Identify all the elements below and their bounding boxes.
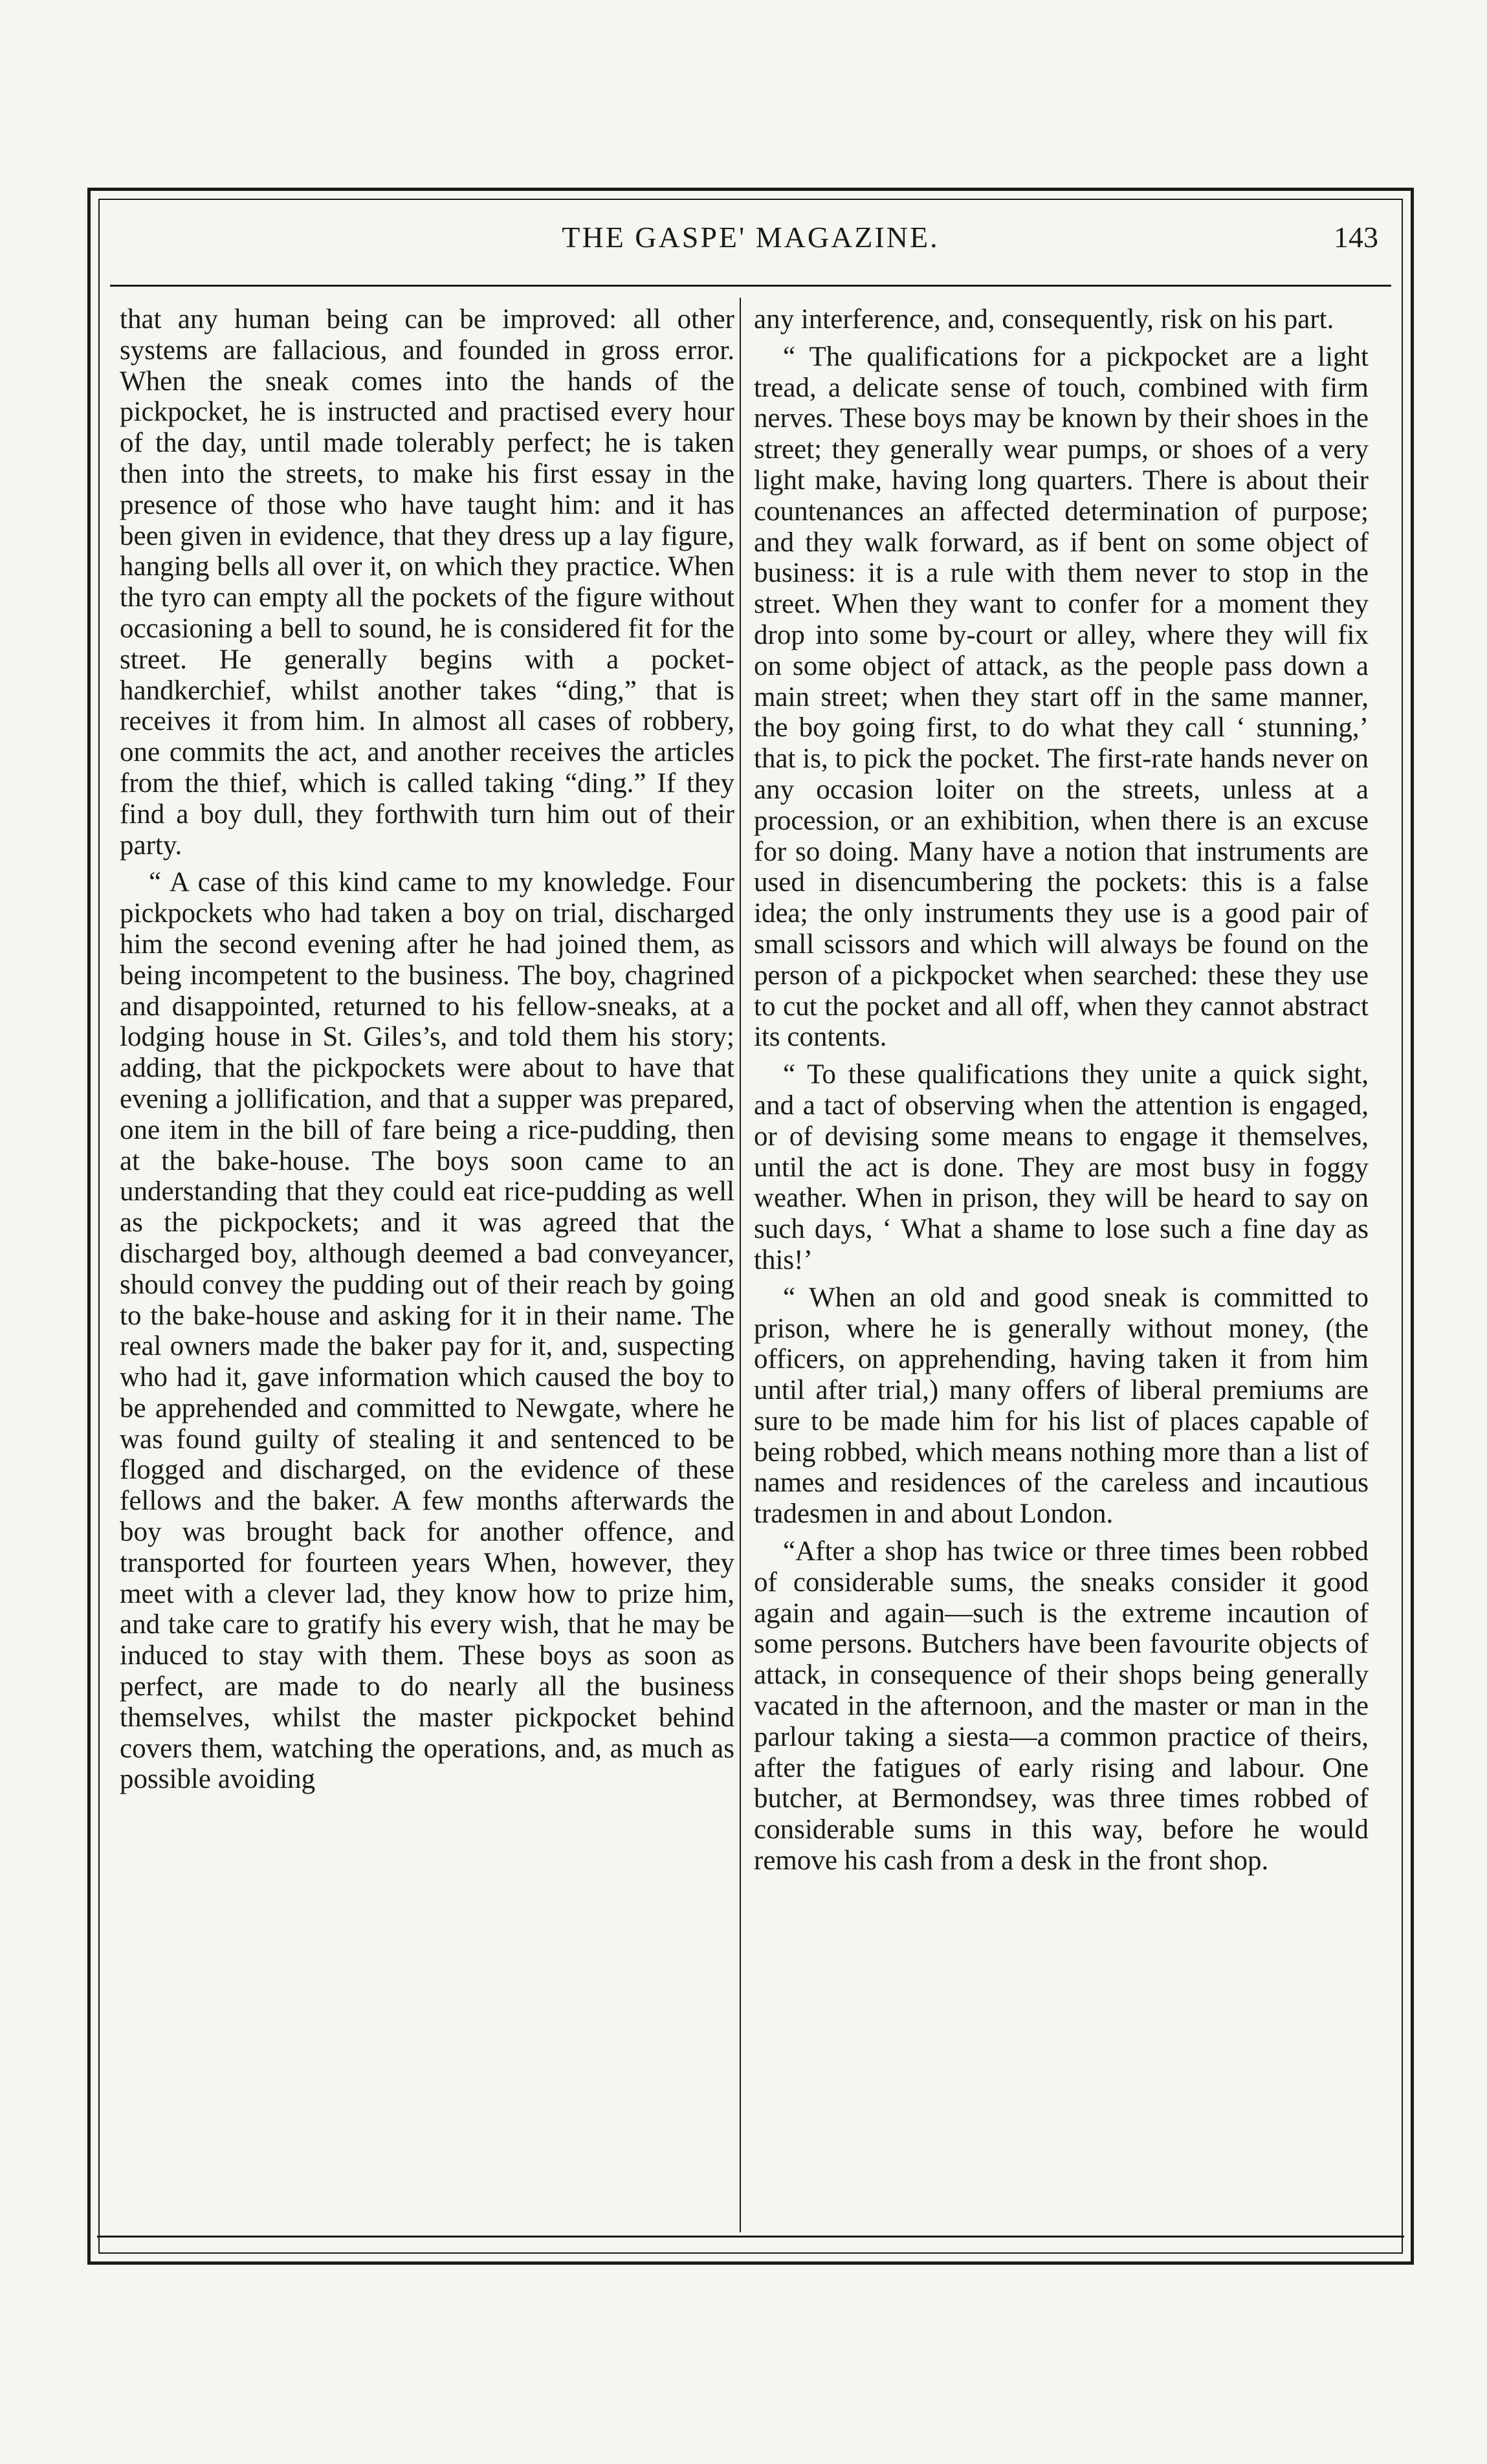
- paragraph: “ When an old and good sneak is committed to prison, where he is generally without money, (the officers, on apprehending, having taken it from him until after trial,) many offers of liberal premiums are sure to be made him for his list of places capable of being robbed, which means nothing more than a list of names and residences of the careless and incautious tradesmen in and about London.: [754, 1282, 1369, 1530]
- column-divider: [740, 298, 741, 2232]
- paragraph: “ A case of this kind came to my knowledge. Four pickpockets who had taken a boy on trial, discharged him the second evening after he had joined them, as being incompetent to the business. The boy, chagrined and disappointed, returned to his fellow-sneaks, at a lodging house in St. Giles’s, and told them his story; adding, that the pickpockets were about to have that evening a jollification, and that a supper was prepared, one item in the bill of fare being a rice-pudding, then at the bake-house. The boys soon came to an understanding that they could eat rice-pudding as well as the pickpockets; and it was agreed that the discharged boy, although deemed a bad conveyancer, should convey the pudding out of their reach by going to the bake-house and asking for it in their name. The real owners made the baker pay for it, and, suspecting who had it, gave information which caused the boy to be apprehended and committed to Newgate, where he was found guilty of stealing it and sentenced to be flogged and discharged, on the evidence of these fellows and the baker. A few months afterwards the boy was brought back for another offence, and transported for fourteen years When, however, they meet with a clever lad, they know how to prize him, and take care to gratify his every wish, that he may be induced to stay with them. These boys as soon as perfect, are made to do nearly all the business themselves, whilst the master pickpocket behind covers them, watching the operations, and, as much as possible avoiding: [120, 867, 734, 1795]
- header-rule: [110, 285, 1391, 287]
- right-column: [754, 304, 1369, 1876]
- paragraph: “ The qualifications for a pickpocket are a light tread, a delicate sense of touch, combined with firm nerves. These boys may be known by their shoes in the street; they generally wear pumps, or shoes of a very light make, having long quarters. There is about their countenances an affected determination of purpose; and they walk forward, as if bent on some object of business: it is a rule with them never to stop in the street. When they want to confer for a moment they drop into some by-court or alley, where they will fix on some object of attack, as the people pass down a main street; when they start off in the same manner, the boy going first, to do what they call ‘ stunning,’ that is, to pick the pocket. The first-rate hands never on any occasion loiter on the streets, unless at a procession, or an exhibition, when there is an excuse for so doing. Many have a notion that instruments are used in disencumbering the pockets: this is a false idea; the only instruments they use is a good pair of small scissors and which will always be found on the person of a pickpocket when searched: these they use to cut the pocket and all off, when they cannot abstract its contents.: [754, 341, 1369, 1053]
- paragraph: any interference, and, consequently, risk on his part.: [754, 304, 1334, 335]
- paragraph: “After a shop has twice or three times been robbed of considerable sums, the sneaks consider it good again and again—such is the extreme incaution of some persons. Butchers have been favourite objects of attack, in consequence of their shops being generally vacated in the afternoon, and the master or man in the parlour taking a siesta—a common practice of theirs, after the fatigues of early rising and labour. One butcher, at Bermondsey, was three times robbed of considerable sums in this way, before he would remove his cash from a desk in the front shop.: [754, 1536, 1369, 1876]
- running-title: THE GASPE' MAGAZINE.: [562, 221, 940, 254]
- bottom-rule: [97, 2236, 1404, 2238]
- page-header: [104, 220, 1398, 285]
- page-number: 143: [1334, 221, 1378, 254]
- paragraph: that any human being can be improved: all other systems are fallacious, and founded in gross error. When the sneak comes into the hands of the pickpocket, he is instructed and practised every hour of the day, until made tolerably perfect; he is taken then into the streets, to make his first essay in the presence of those who have taught him: and it has been given in evidence, that they dress up a lay figure, hanging bells all over it, on which they practice. When the tyro can empty all the pockets of the figure without occasioning a bell to sound, he is considered fit for the street. He generally begins with a pocket-handkerchief, whilst another takes “ding,” that is receives it from him. In almost all cases of robbery, one commits the act, and another receives the articles from the thief, which is called taking “ding.” If they find a boy dull, they forthwith turn him out of their party.: [120, 304, 734, 861]
- paragraph: “ To these qualifications they unite a quick sight, and a tact of observing when the attention is engaged, or of devising some means to engage it themselves, until the act is done. They are most busy in foggy weather. When in prison, they will be heard to say on such days, ‘ What a shame to lose such a fine day as this!’: [754, 1059, 1369, 1275]
- left-column: [120, 304, 734, 1795]
